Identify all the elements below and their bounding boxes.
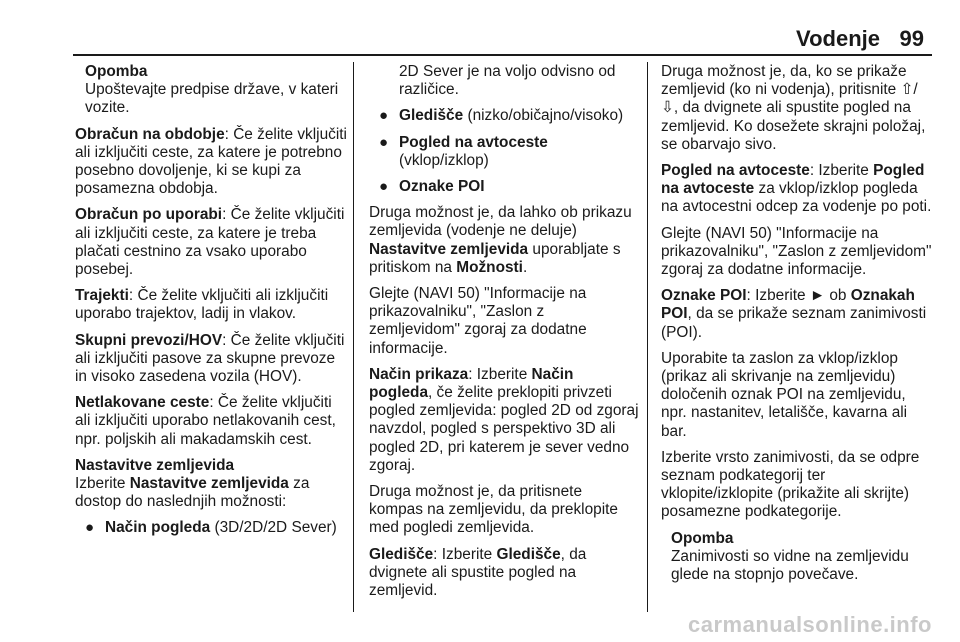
column-2: [369, 63, 639, 608]
column-1: [75, 63, 347, 546]
paragraph-text: , da dvignete ali spustite pogled na zemljevid.: [369, 545, 587, 600]
term: Način pogleda: [369, 365, 574, 402]
bullet-icon: ●: [379, 107, 389, 125]
paragraph: [75, 332, 347, 387]
list-item: [369, 134, 639, 170]
paragraph: [369, 366, 639, 475]
paragraph-text: : Izberite: [809, 162, 874, 180]
term: Nastavitve zemljevida: [369, 240, 529, 258]
paragraph: [369, 546, 639, 601]
bullet-icon: ●: [85, 519, 95, 537]
paragraph-text: : Če želite vključiti ali izključiti uporabo netlakovanih cest, npr. poljskih ali makadamskih cest.: [75, 394, 336, 448]
column-divider-2: [647, 62, 648, 612]
bullet-icon: ●: [379, 133, 389, 151]
note-title: Opomba: [671, 529, 734, 547]
page-title: Vodenje: [796, 26, 880, 51]
paragraph-text: : Če želite vključiti ali izključiti ceste, za katere je potrebno posebno dovoljenje, ki se kupi za posamezna obdobja.: [75, 125, 347, 198]
paragraph-text: Druga možnost je, da lahko ob prikazu zemljevida (vodenje ne deluje): [369, 204, 632, 240]
list-item-text: (vklop/izklop): [399, 151, 489, 169]
page-number: 99: [899, 26, 924, 51]
paragraph: Druga možnost je, da pritisnete kompas na zemljevidu, da preklopite med pogledi zemljevida.: [369, 483, 618, 537]
note-title: Opomba: [85, 63, 148, 80]
paragraph-text: za vklop/izklop pogleda na avtocestni odcep za vodenje po poti.: [661, 180, 932, 216]
list-item-text: (3D/2D/2D Sever): [210, 519, 337, 537]
list-item: [369, 178, 639, 196]
term: Oznake POI: [399, 178, 485, 196]
paragraph: Izberite vrsto zanimivosti, da se odpre seznam podkategorij ter vklopite/izklopite (prikažite ali skrijte) posamezne podkategorije.: [661, 448, 920, 521]
paragraph: [661, 287, 933, 342]
header-rule: [73, 54, 932, 56]
paragraph: [75, 394, 347, 449]
term: Oznakah POI: [661, 287, 915, 323]
term: Obračun po uporabi: [75, 206, 223, 224]
list-item: [75, 519, 347, 537]
term: Skupni prevozi/HOV: [75, 331, 223, 349]
term: Gledišče: [399, 107, 464, 125]
paragraph: Glejte (NAVI 50) "Informacije na prikazovalniku", "Zaslon z zemljevidom" zgoraj za dodatne informacije.: [369, 285, 587, 357]
paragraph: Glejte (NAVI 50) "Informacije na prikazovalniku", "Zaslon z zemljevidom" zgoraj za dodatne informacije.: [661, 224, 932, 279]
paragraph-text: : Če želite vključiti ali izključiti ceste, za katere je treba plačati cestnino za vsako uporabo posebej.: [75, 206, 345, 279]
paragraph-text: .: [522, 258, 528, 276]
paragraph-text: Izberite: [75, 475, 130, 493]
paragraph: [75, 126, 347, 199]
paragraph: Uporabite ta zaslon za vklop/izklop (prikaz ali skrivanje na zemljevidu) določenih oznak POI na zemljevidu, npr. nastanitev, letališče, kavarna ali bar.: [661, 349, 908, 440]
note-text: Upoštevajte predpise države, v kateri vozite.: [85, 81, 339, 117]
paragraph: [661, 162, 933, 217]
section-heading: [75, 457, 347, 475]
watermark: carmanualsonline.info: [688, 612, 932, 637]
paragraph-text: : Izberite ► ob: [746, 287, 851, 305]
note-text: Zanimivosti so vidne na zemljevidu glede na stopnjo povečave.: [671, 547, 909, 584]
term: Nastavitve zemljevida: [129, 475, 289, 493]
paragraph-text: , če želite preklopiti privzeti pogled zemljevida: pogled 2D od zgoraj navzdol, pogled s perspektivo 3D ali pogled 2D, pri katerem je sever vedno zgoraj.: [369, 384, 639, 474]
term: Pogled na avtoceste: [399, 133, 548, 151]
list-item-text: (nizko/običajno/visoko): [463, 107, 624, 125]
paragraph: [75, 206, 347, 279]
list-item: [369, 107, 639, 125]
term: Možnosti: [456, 258, 523, 276]
term: Oznake POI: [661, 287, 747, 305]
page-header: [0, 0, 960, 58]
column-3: [661, 63, 933, 592]
term: Pogled na avtoceste: [661, 162, 925, 198]
paragraph-text: : Izberite: [468, 365, 532, 383]
column-divider-1: [353, 62, 354, 612]
list-item-continuation: 2D Sever je na voljo odvisno od različice.: [399, 63, 616, 99]
term: Pogled na avtoceste: [661, 162, 810, 180]
paragraph-text: za dostop do naslednjih možnosti:: [75, 475, 310, 511]
paragraph-text: : Če želite vključiti ali izključiti pasove za skupne prevoze in visoko zasedena vozila (HOV).: [75, 331, 345, 386]
paragraph-text: : Izberite: [433, 545, 497, 563]
term: Način prikaza: [369, 365, 469, 383]
term: Gledišče: [369, 545, 434, 563]
bullet-icon: ●: [379, 178, 389, 196]
term: Obračun na obdobje: [75, 125, 225, 143]
paragraph: [75, 287, 347, 323]
paragraph: [369, 204, 639, 277]
paragraph-text: , da se prikaže seznam zanimivosti (POI).: [661, 305, 927, 341]
term: Netlakovane ceste: [75, 394, 210, 412]
note-box: [661, 530, 933, 585]
term: Gledišče: [496, 545, 561, 563]
note-box: [75, 63, 347, 118]
paragraph-text: uporabljate s pritiskom na: [369, 240, 621, 276]
paragraph: [75, 475, 347, 511]
section-title: Nastavitve zemljevida: [75, 456, 235, 474]
term: Način pogleda: [105, 519, 211, 537]
paragraph: Druga možnost je, da, ko se prikaže zemljevid (ko ni vodenja), pritisnite ⇧/⇩, da dvignete ali spustite pogled na zemljevid. Ko dosežete skrajni položaj, se obarvajo sivo.: [661, 63, 926, 153]
term: Trajekti: [75, 287, 129, 305]
paragraph-text: : Če želite vključiti ali izključiti uporabo trajektov, ladij in vlakov.: [75, 287, 329, 323]
